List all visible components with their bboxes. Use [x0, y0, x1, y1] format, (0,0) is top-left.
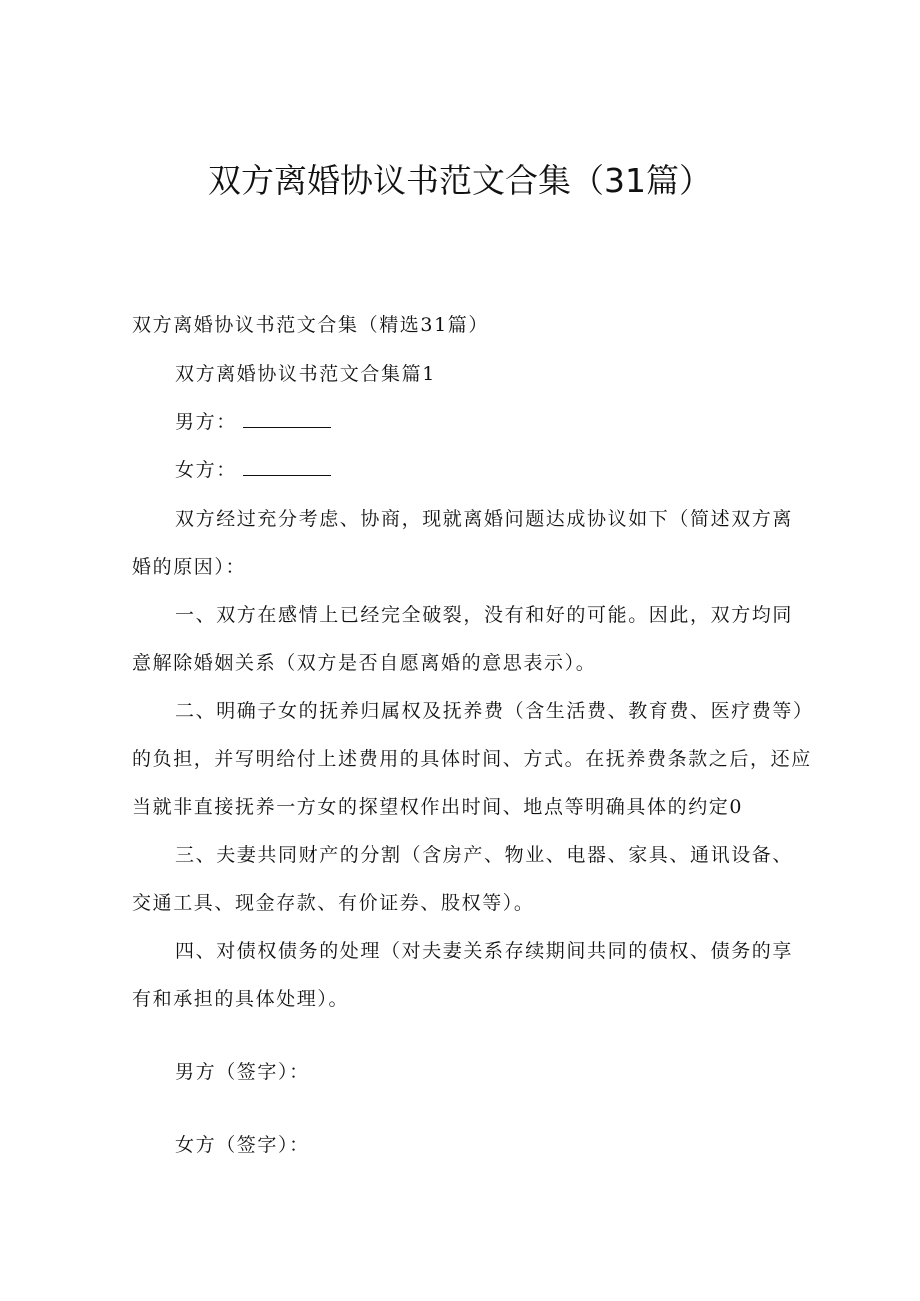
clause-3-line-2: 交通工具、现金存款、有价证券、股权等）。	[132, 892, 535, 914]
male-label: 男方：	[175, 411, 237, 433]
section-heading: 双方离婚协议书范文合集篇1	[175, 363, 436, 385]
intro-line-2: 婚的原因）：	[132, 556, 247, 578]
clause-4-line-2: 有和承担的具体处理）。	[132, 988, 350, 1010]
male-name-blank	[243, 409, 331, 428]
clause-2-line-3: 当就非直接抚养一方女的探望权作出时间、地点等明确具体的约定0	[132, 796, 744, 818]
female-label: 女方：	[175, 459, 237, 481]
intro-line-1: 双方经过充分考虑、协商，现就离婚问题达成协议如下（简述双方离	[175, 508, 794, 530]
female-party-row	[175, 456, 331, 484]
document-title: 双方离婚协议书范文合集（31篇）	[208, 161, 712, 200]
clause-3-line-1: 三、夫妻共同财产的分割（含房产、物业、电器、家具、通讯设备、	[175, 844, 794, 866]
clause-2-line-2: 的负担，并写明给付上述费用的具体时间、方式。在抚养费条款之后，还应	[132, 748, 812, 770]
clause-2-line-1: 二、明确子女的抚养归属权及抚养费（含生活费、教育费、医疗费等）	[175, 700, 814, 722]
clause-1-line-1: 一、双方在感情上已经完全破裂，没有和好的可能。因此，双方均同	[175, 604, 794, 626]
document-subtitle: 双方离婚协议书范文合集（精选31篇）	[132, 314, 489, 336]
male-party-row	[175, 408, 331, 436]
female-signature: 女方（签字）：	[175, 1134, 310, 1156]
clause-1-line-2: 意解除婚姻关系（双方是否自愿离婚的意思表示）。	[132, 652, 597, 674]
clause-4-line-1: 四、对债权债务的处理（对夫妻关系存续期间共同的债权、债务的享	[175, 940, 794, 962]
male-signature: 男方（签字）：	[175, 1061, 310, 1083]
female-name-blank	[243, 457, 331, 476]
